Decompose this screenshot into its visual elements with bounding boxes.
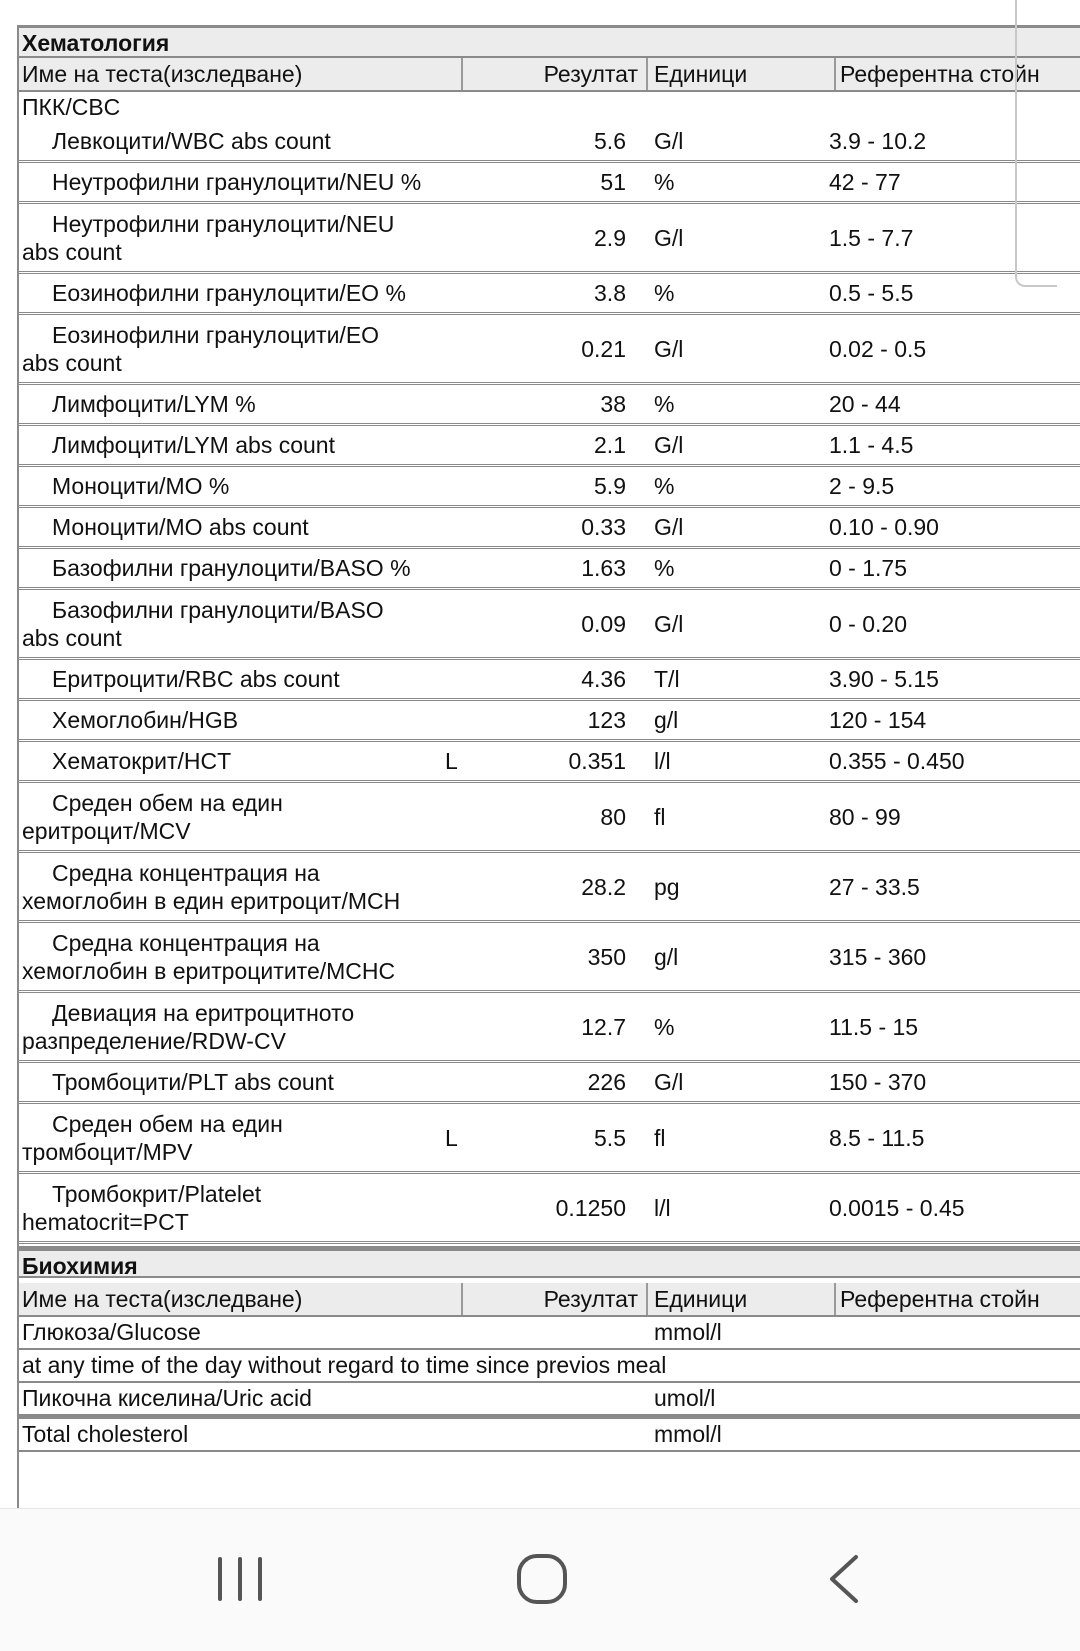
unit-value: G/l: [654, 128, 684, 154]
table-row: [19, 549, 1080, 590]
test-name: [22, 789, 462, 845]
test-name-line: Моноцити/MO %: [52, 473, 230, 499]
table-row: [19, 590, 1080, 660]
unit-value: l/l: [654, 748, 671, 774]
table-row: [19, 783, 1080, 853]
test-name: [22, 999, 462, 1055]
test-name-line: Базофилни гранулоцити/BASO: [52, 596, 384, 623]
back-icon[interactable]: [812, 1549, 882, 1609]
unit-value: G/l: [654, 335, 684, 362]
table-row: [19, 315, 1080, 385]
result-value: 80: [600, 803, 626, 830]
reference-range: 120 - 154: [829, 707, 927, 733]
table-row: [19, 853, 1080, 923]
unit-value: %: [654, 391, 675, 417]
test-name-line: Среден обем на един: [52, 1110, 283, 1137]
unit-value: %: [654, 473, 675, 499]
home-icon[interactable]: [508, 1549, 578, 1609]
reference-range: 1.5 - 7.7: [829, 224, 914, 251]
test-name-line: Девиация на еритроцитното: [52, 999, 355, 1026]
test-name-line: Хемоглобин/HGB: [52, 707, 239, 733]
test-name-line: abs count: [22, 349, 122, 376]
unit-value: %: [654, 280, 675, 306]
test-name: [22, 747, 462, 775]
reference-range: 1.1 - 4.5: [829, 432, 914, 458]
biochemistry-header-row: [19, 1283, 1080, 1317]
reference-range: 0.02 - 0.5: [829, 335, 927, 362]
test-name: [22, 321, 462, 377]
result-value: 1.63: [581, 555, 626, 581]
header-units: Единици: [646, 58, 834, 90]
test-name: [22, 168, 462, 196]
test-name: [22, 390, 462, 418]
unit-value: T/l: [654, 666, 680, 692]
reference-range: 80 - 99: [829, 803, 901, 830]
test-name-line: разпределение/RDW-CV: [22, 1027, 286, 1054]
test-name-line: Средна концентрация на: [52, 929, 320, 956]
test-name: [22, 513, 462, 541]
test-name-line: Левкоцити/WBC abs count: [52, 128, 331, 154]
result-value: 226: [587, 1069, 626, 1095]
results-table: [17, 25, 1080, 1508]
reference-range: 27 - 33.5: [829, 873, 920, 900]
test-name: [22, 472, 462, 500]
table-row: [19, 923, 1080, 993]
unit-value: G/l: [654, 514, 684, 540]
reference-range: 42 - 77: [829, 169, 901, 195]
test-name-line: Неутрофилни гранулоцити/NEU %: [52, 169, 422, 195]
result-value: 4.36: [581, 666, 626, 692]
reference-range: 0 - 0.20: [829, 610, 907, 637]
test-name: [22, 859, 462, 915]
unit-value: G/l: [654, 610, 684, 637]
table-row: [19, 1419, 1080, 1452]
test-name: Total cholesterol: [22, 1421, 189, 1447]
table-row: [19, 701, 1080, 742]
test-name: [22, 929, 462, 985]
test-name-line: хемоглобин в един еритроцит/MCH: [22, 887, 401, 914]
flag-indicator: L: [445, 1124, 458, 1151]
test-name-line: abs count: [22, 238, 122, 265]
test-name-line: еритроцит/MCV: [22, 817, 191, 844]
test-name: Пикочна киселина/Uric acid: [22, 1385, 312, 1411]
unit-value: G/l: [654, 432, 684, 458]
result-value: 12.7: [581, 1013, 626, 1040]
test-name: [22, 596, 462, 652]
table-row: [19, 1104, 1080, 1174]
test-name: [22, 1110, 462, 1166]
test-name: [22, 431, 462, 459]
header-reference: Референтна стойн: [834, 58, 1080, 90]
table-row: [19, 467, 1080, 508]
result-value: 51: [600, 169, 626, 195]
header-result: Резултат: [461, 58, 646, 90]
result-value: 3.8: [594, 280, 626, 306]
unit-value: g/l: [654, 707, 679, 733]
test-name: Глюкоза/Glucose: [22, 1319, 201, 1345]
result-value: 38: [600, 391, 626, 417]
reference-range: 315 - 360: [829, 943, 927, 970]
test-name-line: abs count: [22, 624, 122, 651]
header-test-name: Име на теста(изследване): [22, 1286, 303, 1312]
reference-range: 0.5 - 5.5: [829, 280, 914, 306]
result-value: 5.9: [594, 473, 626, 499]
result-value: 2.9: [594, 224, 626, 251]
unit-value: %: [654, 169, 675, 195]
test-name-line: Средна концентрация на: [52, 859, 320, 886]
unit-value: fl: [654, 1124, 666, 1151]
reference-range: 0.10 - 0.90: [829, 514, 939, 540]
unit-value: mmol/l: [654, 1319, 722, 1345]
table-row: [19, 1174, 1080, 1244]
test-name-line: хемоглобин в еритроцитите/MCHC: [22, 957, 396, 984]
reference-range: 0.355 - 0.450: [829, 748, 965, 774]
reference-range: 2 - 9.5: [829, 473, 895, 499]
test-name-line: Лимфоцити/LYM %: [52, 391, 256, 417]
section-title-hematology: Хематология: [19, 28, 1080, 58]
header-units: Единици: [646, 1283, 834, 1315]
test-name-line: Неутрофилни гранулоцити/NEU: [52, 210, 395, 237]
table-row: [19, 426, 1080, 467]
unit-value: l/l: [654, 1194, 671, 1221]
result-value: 0.33: [581, 514, 626, 540]
result-value: 0.09: [581, 610, 626, 637]
group-label-cbc: ПКК/CBC: [22, 94, 121, 120]
reference-range: 3.9 - 10.2: [829, 128, 927, 154]
unit-value: mmol/l: [654, 1421, 722, 1447]
test-name: [22, 1180, 462, 1236]
test-name-line: Тромбокрит/Platelet: [52, 1180, 262, 1207]
recent-apps-icon[interactable]: [205, 1549, 275, 1609]
table-row: [19, 508, 1080, 549]
table-row: [19, 204, 1080, 274]
result-value: 0.21: [581, 335, 626, 362]
system-navigation-bar: [0, 1508, 1080, 1651]
result-value: 2.1: [594, 432, 626, 458]
result-value: 5.6: [594, 128, 626, 154]
test-name-line: hematocrit=PCT: [22, 1208, 189, 1235]
test-name-line: Хематокрит/HCT: [52, 748, 232, 774]
unit-value: G/l: [654, 1069, 684, 1095]
unit-value: G/l: [654, 224, 684, 251]
test-name: at any time of the day without regard to time since previos meal: [22, 1352, 667, 1378]
table-row: [19, 274, 1080, 315]
reference-range: 150 - 370: [829, 1069, 927, 1095]
test-name: [22, 210, 462, 266]
test-name-line: Базофилни гранулоцити/BASO %: [52, 555, 411, 581]
test-name: [22, 665, 462, 693]
unit-value: %: [654, 1013, 675, 1040]
table-row: [19, 163, 1080, 204]
unit-value: pg: [654, 873, 680, 900]
section-title-biochemistry: Биохимия: [19, 1246, 1080, 1278]
test-name-line: Тромбоцити/PLT abs count: [52, 1069, 334, 1095]
table-row: [19, 1317, 1080, 1350]
table-row: [19, 742, 1080, 783]
table-row: [19, 385, 1080, 426]
test-name-line: Еозинофилни гранулоцити/EO: [52, 321, 380, 348]
table-row: [19, 122, 1080, 163]
test-name-line: Лимфоцити/LYM abs count: [52, 432, 335, 458]
unit-value: umol/l: [654, 1385, 716, 1411]
test-name-line: Среден обем на един: [52, 789, 283, 816]
test-name-line: Еозинофилни гранулоцити/EO %: [52, 280, 406, 306]
header-reference: Референтна стойн: [834, 1283, 1080, 1315]
test-name: [22, 127, 462, 155]
reference-range: 11.5 - 15: [829, 1013, 919, 1040]
test-name: [22, 1068, 462, 1096]
reference-range: 8.5 - 11.5: [829, 1124, 925, 1151]
test-name-line: Моноцити/MO abs count: [52, 514, 309, 540]
test-name-line: тромбоцит/MPV: [22, 1138, 193, 1165]
result-value: 0.351: [568, 748, 626, 774]
table-row: [19, 1383, 1080, 1419]
hematology-header-row: [19, 58, 1080, 92]
test-name: [22, 279, 462, 307]
reference-range: 0.0015 - 0.45: [829, 1194, 965, 1221]
table-row: [19, 1063, 1080, 1104]
result-value: 123: [587, 707, 626, 733]
result-value: 5.5: [594, 1124, 626, 1151]
unit-value: fl: [654, 803, 666, 830]
test-name: [22, 706, 462, 734]
unit-value: g/l: [654, 943, 679, 970]
result-value: 0.1250: [555, 1194, 626, 1221]
table-row: [19, 1350, 1080, 1383]
test-name: [22, 554, 462, 582]
reference-range: 20 - 44: [829, 391, 901, 417]
reference-range: 0 - 1.75: [829, 555, 907, 581]
table-row: [19, 993, 1080, 1063]
result-value: 28.2: [581, 873, 626, 900]
flag-indicator: L: [445, 748, 458, 774]
reference-range: 3.90 - 5.15: [829, 666, 939, 692]
header-result: Резултат: [461, 1283, 646, 1315]
table-row: [19, 660, 1080, 701]
unit-value: %: [654, 555, 675, 581]
test-name-line: Еритроцити/RBC abs count: [52, 666, 340, 692]
header-test-name: Име на теста(изследване): [22, 61, 303, 87]
scrollbar[interactable]: [1015, 0, 1057, 287]
result-value: 350: [587, 943, 626, 970]
